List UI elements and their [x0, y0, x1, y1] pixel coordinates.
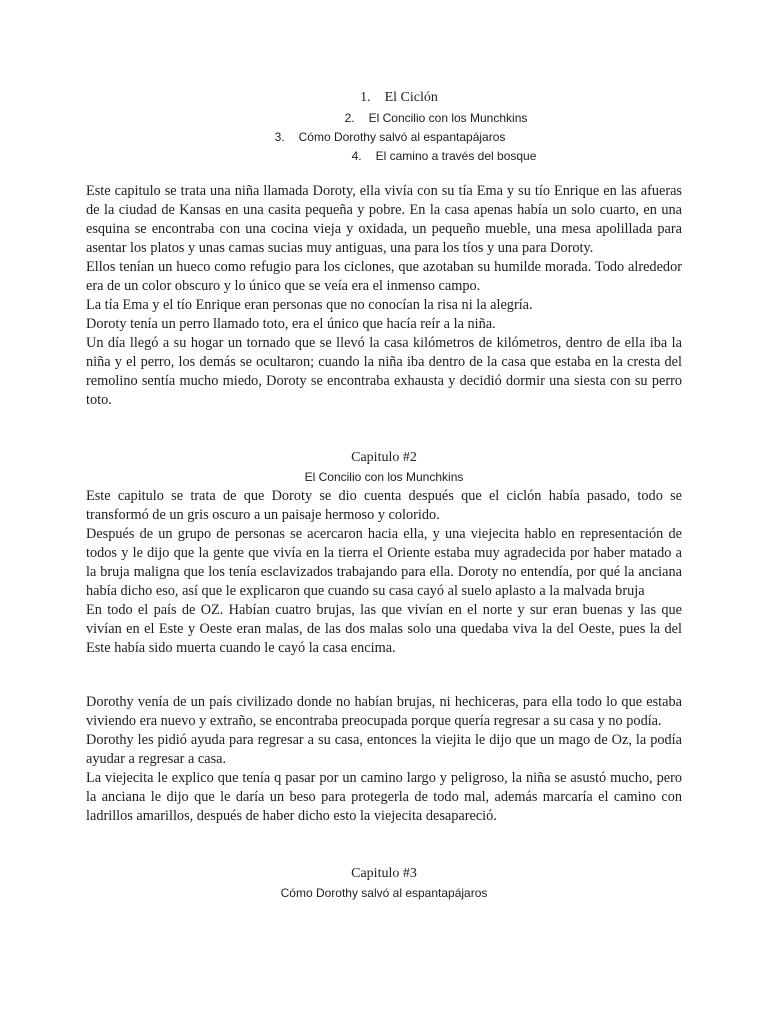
toc-item-label: El Ciclón — [384, 90, 438, 105]
toc-item-4 — [0, 149, 768, 169]
paragraph: Dorothy les pidió ayuda para regresar a su casa, entonces la viejita le dijo que un mago de Oz, la podía ayudar a regresar a casa. — [86, 732, 682, 767]
paragraph: En todo el país de OZ. Habían cuatro brujas, las que vivían en el norte y sur eran buenas y las que vivían en el Este y Oeste eran malas, de las dos malas solo una quedaba viva la del Oeste, pues la del Este había sido muerta cuando le cayó la casa encima. — [86, 602, 682, 656]
paragraph: Doroty tenía un perro llamado toto, era el único que hacía reír a la niña. — [86, 316, 496, 332]
chapter-2-title: Capitulo #2 — [351, 450, 417, 465]
toc-item-number: 1. — [360, 90, 371, 105]
paragraph: Este capitulo se trata de que Doroty se dio cuenta después que el ciclón había pasado, todo se transformó de un gris oscuro a un paisaje hermoso y colorido. — [86, 488, 682, 523]
chapter-2-subtitle: El Concilio con los Munchkins — [304, 470, 464, 484]
paragraph: Ellos tenían un hueco como refugio para los ciclones, que azotaban su humilde morada. Todo alrededor era de un color obscuro y lo único que se veía era el inmenso campo. — [86, 259, 682, 294]
paragraph: La viejecita le explico que tenía q pasar por un camino largo y peligroso, la niña se asustó mucho, pero la anciana le dijo que le daría un beso para protegerla de todo mal, además marcaría el camino con ladrillos amarillos, después de haber dicho esto la viejecita desapareció. — [86, 770, 682, 824]
toc-item-label: El camino a través del bosque — [375, 149, 537, 163]
paragraph: Un día llegó a su hogar un tornado que se llevó la casa kilómetros de kilómetros, dentro de ella iba la niña y el perro, los demás se ocultaron; cuando la niña iba dentro de la casa que estaba en la cresta del remolino sentía mucho miedo, Doroty se encontraba exhausta y decidió dormir una siesta con su perro toto. — [86, 335, 682, 408]
paragraph: Este capitulo se trata una niña llamada Doroty, ella vivía con su tía Ema y su tío Enrique en las afueras de la ciudad de Kansas en una casita pequeña y pobre. En la casa apenas había un solo cuarto, en una esquina se encontraba con una cocina vieja y oxidada, un pequeño mueble, una mesa apolillada para asentar los platos y unas camas sucias muy antiguas, una para los tíos y una para Doroty. — [86, 183, 682, 256]
toc-item-3 — [0, 130, 768, 150]
paragraph: Después de un grupo de personas se acercaron hacia ella, y una viejecita hablo en representación de todos y le dijo que la gente que vivía en la tierra el Oriente estaba muy agradecida por haber matado a la bruja maligna que los tenía esclavizados trabajando para ella. Doroty no entendía, por qué la anciana había dicho eso, así que le explicaron que cuando su casa cayó al suelo aplasto a la malvada bruja — [86, 526, 682, 599]
paragraph: La tía Ema y el tío Enrique eran personas que no conocían la risa ni la alegría. — [86, 297, 533, 313]
paragraph: Dorothy venía de un país civilizado donde no habían brujas, ni hechiceras, para ella todo lo que estaba viviendo era nuevo y extraño, se encontraba preocupada porque quería regresar a su casa y no podía. — [86, 694, 682, 729]
toc-item-1 — [0, 90, 768, 110]
toc-item-number: 3. — [274, 130, 285, 144]
toc-item-number: 2. — [344, 111, 355, 125]
chapter-1-body — [86, 182, 682, 410]
chapter-2-body-continued — [86, 693, 682, 826]
toc-item-label: El Concilio con los Munchkins — [368, 111, 528, 125]
chapter-3-subtitle: Cómo Dorothy salvó al espantapájaros — [280, 886, 488, 900]
toc-item-label: Cómo Dorothy salvó al espantapájaros — [298, 130, 506, 144]
chapter-2-body — [86, 487, 682, 658]
toc-item-number: 4. — [351, 149, 362, 163]
chapter-3-title: Capitulo #3 — [351, 866, 417, 881]
toc-item-2 — [0, 111, 768, 131]
